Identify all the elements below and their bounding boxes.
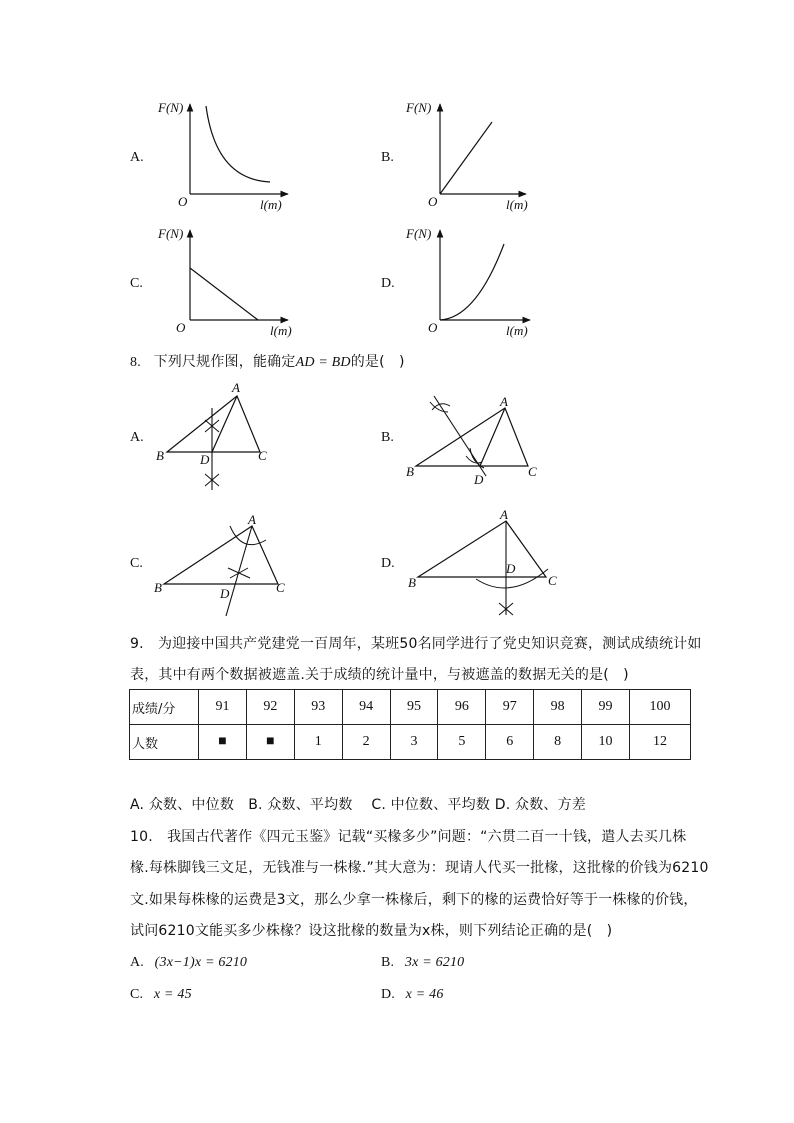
q7-option-b-graph [406,100,550,220]
count-cell: 1 [294,725,342,760]
x-axis-label: l(m) [260,197,282,212]
vertex-c-label: C [528,464,537,479]
q9-options: A. 众数、中位数 B. 众数、平均数 C. 中位数、平均数 D. 众数、方差 [130,797,586,813]
q10-stem-line1: 10. 我国古代著作《四元玉鉴》记载“买椽多少”问题：“六贯二百一十钱，遣人去买几株 [130,829,687,845]
origin-label: O [428,320,438,335]
vertex-d-label: D [506,561,516,576]
q10-option-b: B. 3x = 6210 [381,955,465,970]
score-cell: 96 [438,690,486,725]
vertex-b-label: B [156,448,164,463]
vertex-c-label: C [276,580,285,595]
q9-stem-line1: 9. 为迎接中国共产党建党一百周年，某班50名同学进行了党史知识竞赛，测试成绩统计如 [130,636,702,652]
q7-option-a-letter: A. [130,150,144,165]
q10-option-a: A. (3x−1)x = 6210 [130,955,248,970]
count-cell: 6 [486,725,534,760]
count-cell: ■ [199,725,247,760]
origin-label: O [178,194,188,209]
q8-option-c-letter: C. [130,556,143,571]
count-cell: 5 [438,725,486,760]
count-cell: 12 [630,725,691,760]
q10-stem-line2: 椽.每株脚钱三文足，无钱准与一株椽.”其大意为：现请人代买一批椽，这批椽的价钱为6210 [130,860,709,876]
row-header-score: 成绩/分 [130,690,199,725]
q10-option-c: C. x = 45 [130,987,192,1002]
vertex-c-label: C [548,573,557,588]
vertex-a-label: A [248,512,256,527]
y-axis-label: F(N) [406,226,432,241]
score-cell: 92 [246,690,294,725]
score-cell: 93 [294,690,342,725]
count-cell: 3 [390,725,438,760]
count-cell: ■ [246,725,294,760]
row-header-count: 人数 [130,725,199,760]
q7-option-d-letter: D. [381,276,395,291]
inverse-curve [206,106,270,182]
origin-label: O [428,194,438,209]
vertex-a-label: A [500,507,508,522]
q10-stem-line3: 文.如果每株椽的运费是3文，那么少拿一株椽后，剩下的椽的运费恰好等于一株椽的价钱， [130,892,698,908]
score-cell: 98 [534,690,582,725]
score-cell: 95 [390,690,438,725]
q10-stem-line4: 试问6210文能买多少株椽？设这批椽的数量为x株，则下列结论正确的是( ) [130,923,613,939]
vertex-b-label: B [154,580,162,595]
y-axis-label: F(N) [158,226,184,241]
q8-option-b-letter: B. [381,430,394,445]
q8-option-d-letter: D. [381,556,395,571]
q8-option-a-letter: A. [130,430,144,445]
score-cell: 94 [342,690,390,725]
q7-option-d-graph [406,226,550,346]
score-cell: 97 [486,690,534,725]
q9-stem-line2: 表，其中有两个数据被遮盖.关于成绩的统计量中，与被遮盖的数据无关的是( ) [130,667,629,683]
q7-option-a-graph [160,100,300,220]
q8-option-b-figure [400,390,550,490]
q8-option-a-figure [150,380,280,500]
y-axis-label: F(N) [158,100,184,115]
table-row [130,725,691,760]
score-cell: 100 [630,690,691,725]
q8-option-d-figure [400,505,560,625]
q8-stem: 8. 下列尺规作图，能确定AD = BD的是( ) [130,354,405,370]
q7-option-c-graph [160,226,300,346]
score-cell: 91 [199,690,247,725]
vertex-d-label: D [220,586,230,601]
decreasing-line [190,268,258,320]
vertex-d-label: D [200,452,210,467]
y-axis-label: F(N) [406,100,432,115]
vertex-d-label: D [474,472,484,487]
vertex-b-label: B [406,464,414,479]
table-row [130,690,691,725]
direct-line [440,122,492,194]
vertex-c-label: C [258,448,267,463]
x-axis-label: l(m) [270,323,292,338]
q8-number: 8. [130,355,141,370]
count-cell: 10 [582,725,630,760]
count-cell: 2 [342,725,390,760]
parabola-curve [440,244,504,320]
vertex-a-label: A [500,394,508,409]
q10-option-d: D. x = 46 [381,987,444,1002]
q7-option-b-letter: B. [381,150,394,165]
q8-option-c-figure [150,510,300,620]
x-axis-label: l(m) [506,323,528,338]
q8-math: AD = BD [295,355,351,370]
x-axis-label: l(m) [506,197,528,212]
count-cell: 8 [534,725,582,760]
vertex-b-label: B [408,575,416,590]
score-cell: 99 [582,690,630,725]
origin-label: O [176,320,186,335]
q7-option-c-letter: C. [130,276,143,291]
q9-score-table [129,689,691,760]
vertex-a-label: A [232,380,240,395]
